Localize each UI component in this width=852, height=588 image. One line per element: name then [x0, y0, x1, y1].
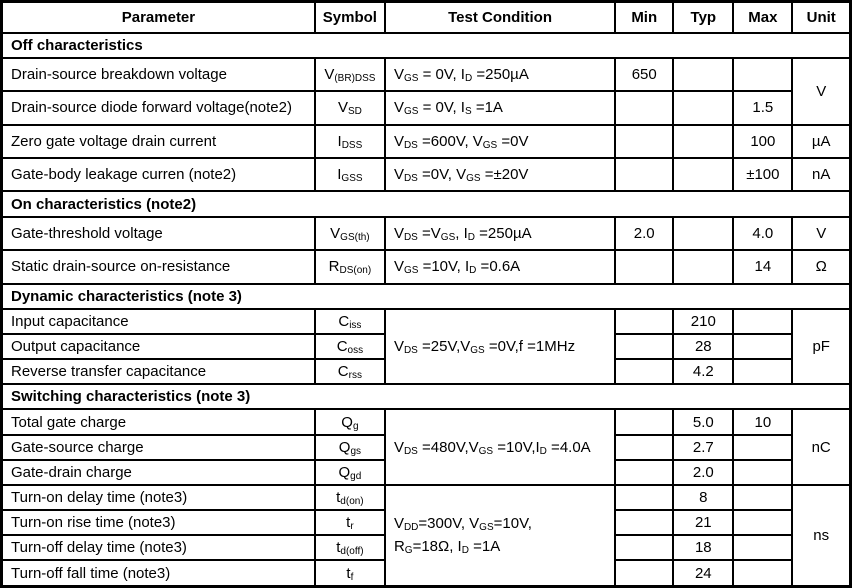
cell-max [733, 435, 792, 460]
cell-max [733, 535, 792, 560]
cell-min [615, 125, 673, 158]
section-title: Off characteristics [2, 33, 851, 58]
subscript: SD [347, 106, 362, 118]
cell-min [615, 510, 673, 535]
cell-max [733, 334, 792, 359]
subscript: GS [403, 106, 419, 118]
cell-parameter: Drain-source breakdown voltage [2, 58, 315, 91]
cell-unit: µA [792, 125, 850, 158]
cell-parameter: Input capacitance [2, 309, 315, 334]
cell-symbol: $I_{DSS}$ [315, 125, 385, 158]
cell-parameter: Turn-off delay time (note3) [2, 535, 315, 560]
table-row [2, 309, 851, 334]
col-header-min: Min [615, 2, 673, 33]
cell-min [615, 359, 673, 384]
cell-parameter: Gate-drain charge [2, 460, 315, 485]
cell-symbol: $t_{d(on)}$ [315, 485, 385, 510]
cell-test-condition: $V_{DS} =25V,V_{GS} =0V,f =1MHz$ [385, 309, 615, 385]
cell-parameter: Total gate charge [2, 409, 315, 434]
table-row [2, 485, 851, 510]
section-header-row [2, 33, 851, 58]
cell-unit: ns [792, 485, 850, 587]
table-row [2, 217, 851, 250]
cell-min [615, 158, 673, 191]
cell-max [733, 359, 792, 384]
cell-typ: 18 [673, 535, 733, 560]
subscript: D [469, 265, 477, 277]
subscript: GS [403, 265, 419, 277]
subscript: (BR)DSS [334, 72, 376, 84]
table-row [2, 250, 851, 283]
cell-min [615, 535, 673, 560]
cell-symbol: $C_{rss}$ [315, 359, 385, 384]
subscript: D [464, 72, 473, 84]
col-header-typ: Typ [673, 2, 733, 33]
section-title: Switching characteristics (note 3) [2, 384, 851, 409]
cell-symbol: $Q_{gs}$ [315, 435, 385, 460]
col-header-symbol: Symbol [315, 2, 385, 33]
subscript: d(on) [340, 496, 364, 508]
cell-parameter: Static drain-source on-resistance [2, 250, 315, 283]
subscript: GSS [341, 173, 363, 185]
cell-typ [673, 250, 733, 283]
table-row [2, 125, 851, 158]
table-row [2, 409, 851, 434]
cell-unit: pF [792, 309, 850, 385]
cell-symbol: $t_r$ [315, 510, 385, 535]
cell-unit: V [792, 217, 850, 250]
cell-max: 1.5 [733, 91, 792, 124]
cell-symbol: $C_{oss}$ [315, 334, 385, 359]
col-header-unit: Unit [792, 2, 850, 33]
cell-min [615, 560, 673, 586]
cell-parameter: Turn-on delay time (note3) [2, 485, 315, 510]
cell-typ [673, 125, 733, 158]
header-row [2, 2, 851, 33]
cell-min [615, 435, 673, 460]
subscript: DS [403, 231, 418, 243]
cell-typ: 8 [673, 485, 733, 510]
cell-min [615, 460, 673, 485]
cell-test-condition: $V_{GS} = 0V$, $I_S =1A$ [385, 91, 615, 124]
section-header-row [2, 384, 851, 409]
subscript: DS(on) [339, 265, 372, 277]
cell-typ: 5.0 [673, 409, 733, 434]
section-header-row [2, 191, 851, 216]
cell-typ: 24 [673, 560, 733, 586]
col-header-max: Max [733, 2, 792, 33]
cell-test-condition: $V_{DS} =600V$, $V_{GS} =0V$ [385, 125, 615, 158]
cell-max [733, 485, 792, 510]
cell-max: 100 [733, 125, 792, 158]
subscript: GS(th) [340, 231, 370, 243]
table-row [2, 91, 851, 124]
table-body [2, 33, 851, 587]
section-title: Dynamic characteristics (note 3) [2, 284, 851, 309]
subscript: GS [482, 139, 498, 151]
cell-unit: nC [792, 409, 850, 485]
cell-parameter: Turn-off fall time (note3) [2, 560, 315, 586]
cell-parameter: Reverse transfer capacitance [2, 359, 315, 384]
cell-parameter: Zero gate voltage drain current [2, 125, 315, 158]
cell-max [733, 560, 792, 586]
cell-typ: 28 [673, 334, 733, 359]
cell-parameter: Turn-on rise time (note3) [2, 510, 315, 535]
cell-symbol: $I_{GSS}$ [315, 158, 385, 191]
cell-unit: Ω [792, 250, 850, 283]
cell-max: ±100 [733, 158, 792, 191]
cell-max: 4.0 [733, 217, 792, 250]
subscript: D [461, 545, 469, 557]
subscript: oss [347, 344, 364, 356]
subscript: DS [403, 344, 418, 356]
section-header-row [2, 284, 851, 309]
cell-min [615, 309, 673, 334]
cell-symbol: $V_{(BR)DSS}$ [315, 58, 385, 91]
cell-max [733, 460, 792, 485]
subscript: DS [403, 139, 418, 151]
subscript: f [350, 571, 354, 583]
cell-typ: 21 [673, 510, 733, 535]
cell-symbol: $C_{iss}$ [315, 309, 385, 334]
table-row [2, 158, 851, 191]
cell-test-condition: $V_{DS} =V_{GS}$, $I_D =250\mu A$ [385, 217, 615, 250]
subscript: DD [403, 522, 419, 534]
subscript: DS [403, 445, 418, 457]
cell-typ: 210 [673, 309, 733, 334]
col-header-parameter: Parameter [2, 2, 315, 33]
subscript: GS [479, 522, 494, 534]
cell-typ [673, 58, 733, 91]
cell-parameter: Drain-source diode forward voltage(note2) [2, 91, 315, 124]
cell-parameter: Output capacitance [2, 334, 315, 359]
subscript: S [464, 106, 472, 118]
cell-parameter: Gate-source charge [2, 435, 315, 460]
cell-max: 14 [733, 250, 792, 283]
cell-typ: 2.0 [673, 460, 733, 485]
subscript: GS [440, 231, 456, 243]
cell-test-condition: $V_{DS} =480V,V_{GS} =10V,I_D =4.0A$ [385, 409, 615, 485]
subscript: rss [348, 370, 362, 382]
cell-test-condition: $V_{DD}=300V$, $V_{GS}=10V$, $R_G=18\Omega$, $I_D =1A$ [385, 485, 615, 587]
subscript: D [539, 445, 547, 457]
subscript: DSS [341, 139, 363, 151]
cell-typ: 4.2 [673, 359, 733, 384]
cell-symbol: $R_{DS(on)}$ [315, 250, 385, 283]
cell-symbol: $Q_g$ [315, 409, 385, 434]
subscript: GS [470, 344, 485, 356]
subscript: DS [403, 173, 418, 185]
cell-min: 2.0 [615, 217, 673, 250]
subscript: GS [466, 173, 481, 185]
subscript: d(off) [340, 546, 364, 558]
cell-typ [673, 158, 733, 191]
cell-unit: V [792, 58, 850, 125]
cell-max: 10 [733, 409, 792, 434]
cell-parameter: Gate-threshold voltage [2, 217, 315, 250]
col-header-test-condition: Test Condition [385, 2, 615, 33]
cell-min [615, 91, 673, 124]
section-title: On characteristics (note2) [2, 191, 851, 216]
cell-typ: 2.7 [673, 435, 733, 460]
cell-max [733, 510, 792, 535]
cell-symbol: $V_{GS(th)}$ [315, 217, 385, 250]
cell-min [615, 250, 673, 283]
cell-test-condition: $V_{GS} =10V$, $I_D =0.6A$ [385, 250, 615, 283]
subscript: iss [349, 319, 362, 331]
cell-symbol: $Q_{gd}$ [315, 460, 385, 485]
cell-test-condition: $V_{DS} =0V$, $V_{GS} =\pm 20V$ [385, 158, 615, 191]
cell-parameter: Gate-body leakage curren (note2) [2, 158, 315, 191]
subscript: g [352, 420, 359, 432]
subscript: D [467, 231, 475, 243]
subscript: GS [478, 445, 494, 457]
subscript: G [404, 545, 413, 557]
cell-max [733, 58, 792, 91]
table-row [2, 58, 851, 91]
subscript: r [350, 521, 354, 533]
cell-min: 650 [615, 58, 673, 91]
subscript: gd [350, 470, 362, 482]
cell-symbol: $t_{d(off)}$ [315, 535, 385, 560]
subscript: gs [350, 445, 362, 457]
cell-test-condition: $V_{GS} = 0V$, $I_D =250\mu A$ [385, 58, 615, 91]
cell-typ [673, 217, 733, 250]
cell-unit: nA [792, 158, 850, 191]
cell-symbol: $V_{SD}$ [315, 91, 385, 124]
cell-max [733, 309, 792, 334]
subscript: GS [403, 72, 419, 84]
cell-min [615, 334, 673, 359]
cell-typ [673, 91, 733, 124]
cell-min [615, 485, 673, 510]
cell-min [615, 409, 673, 434]
cell-symbol: $t_f$ [315, 560, 385, 586]
